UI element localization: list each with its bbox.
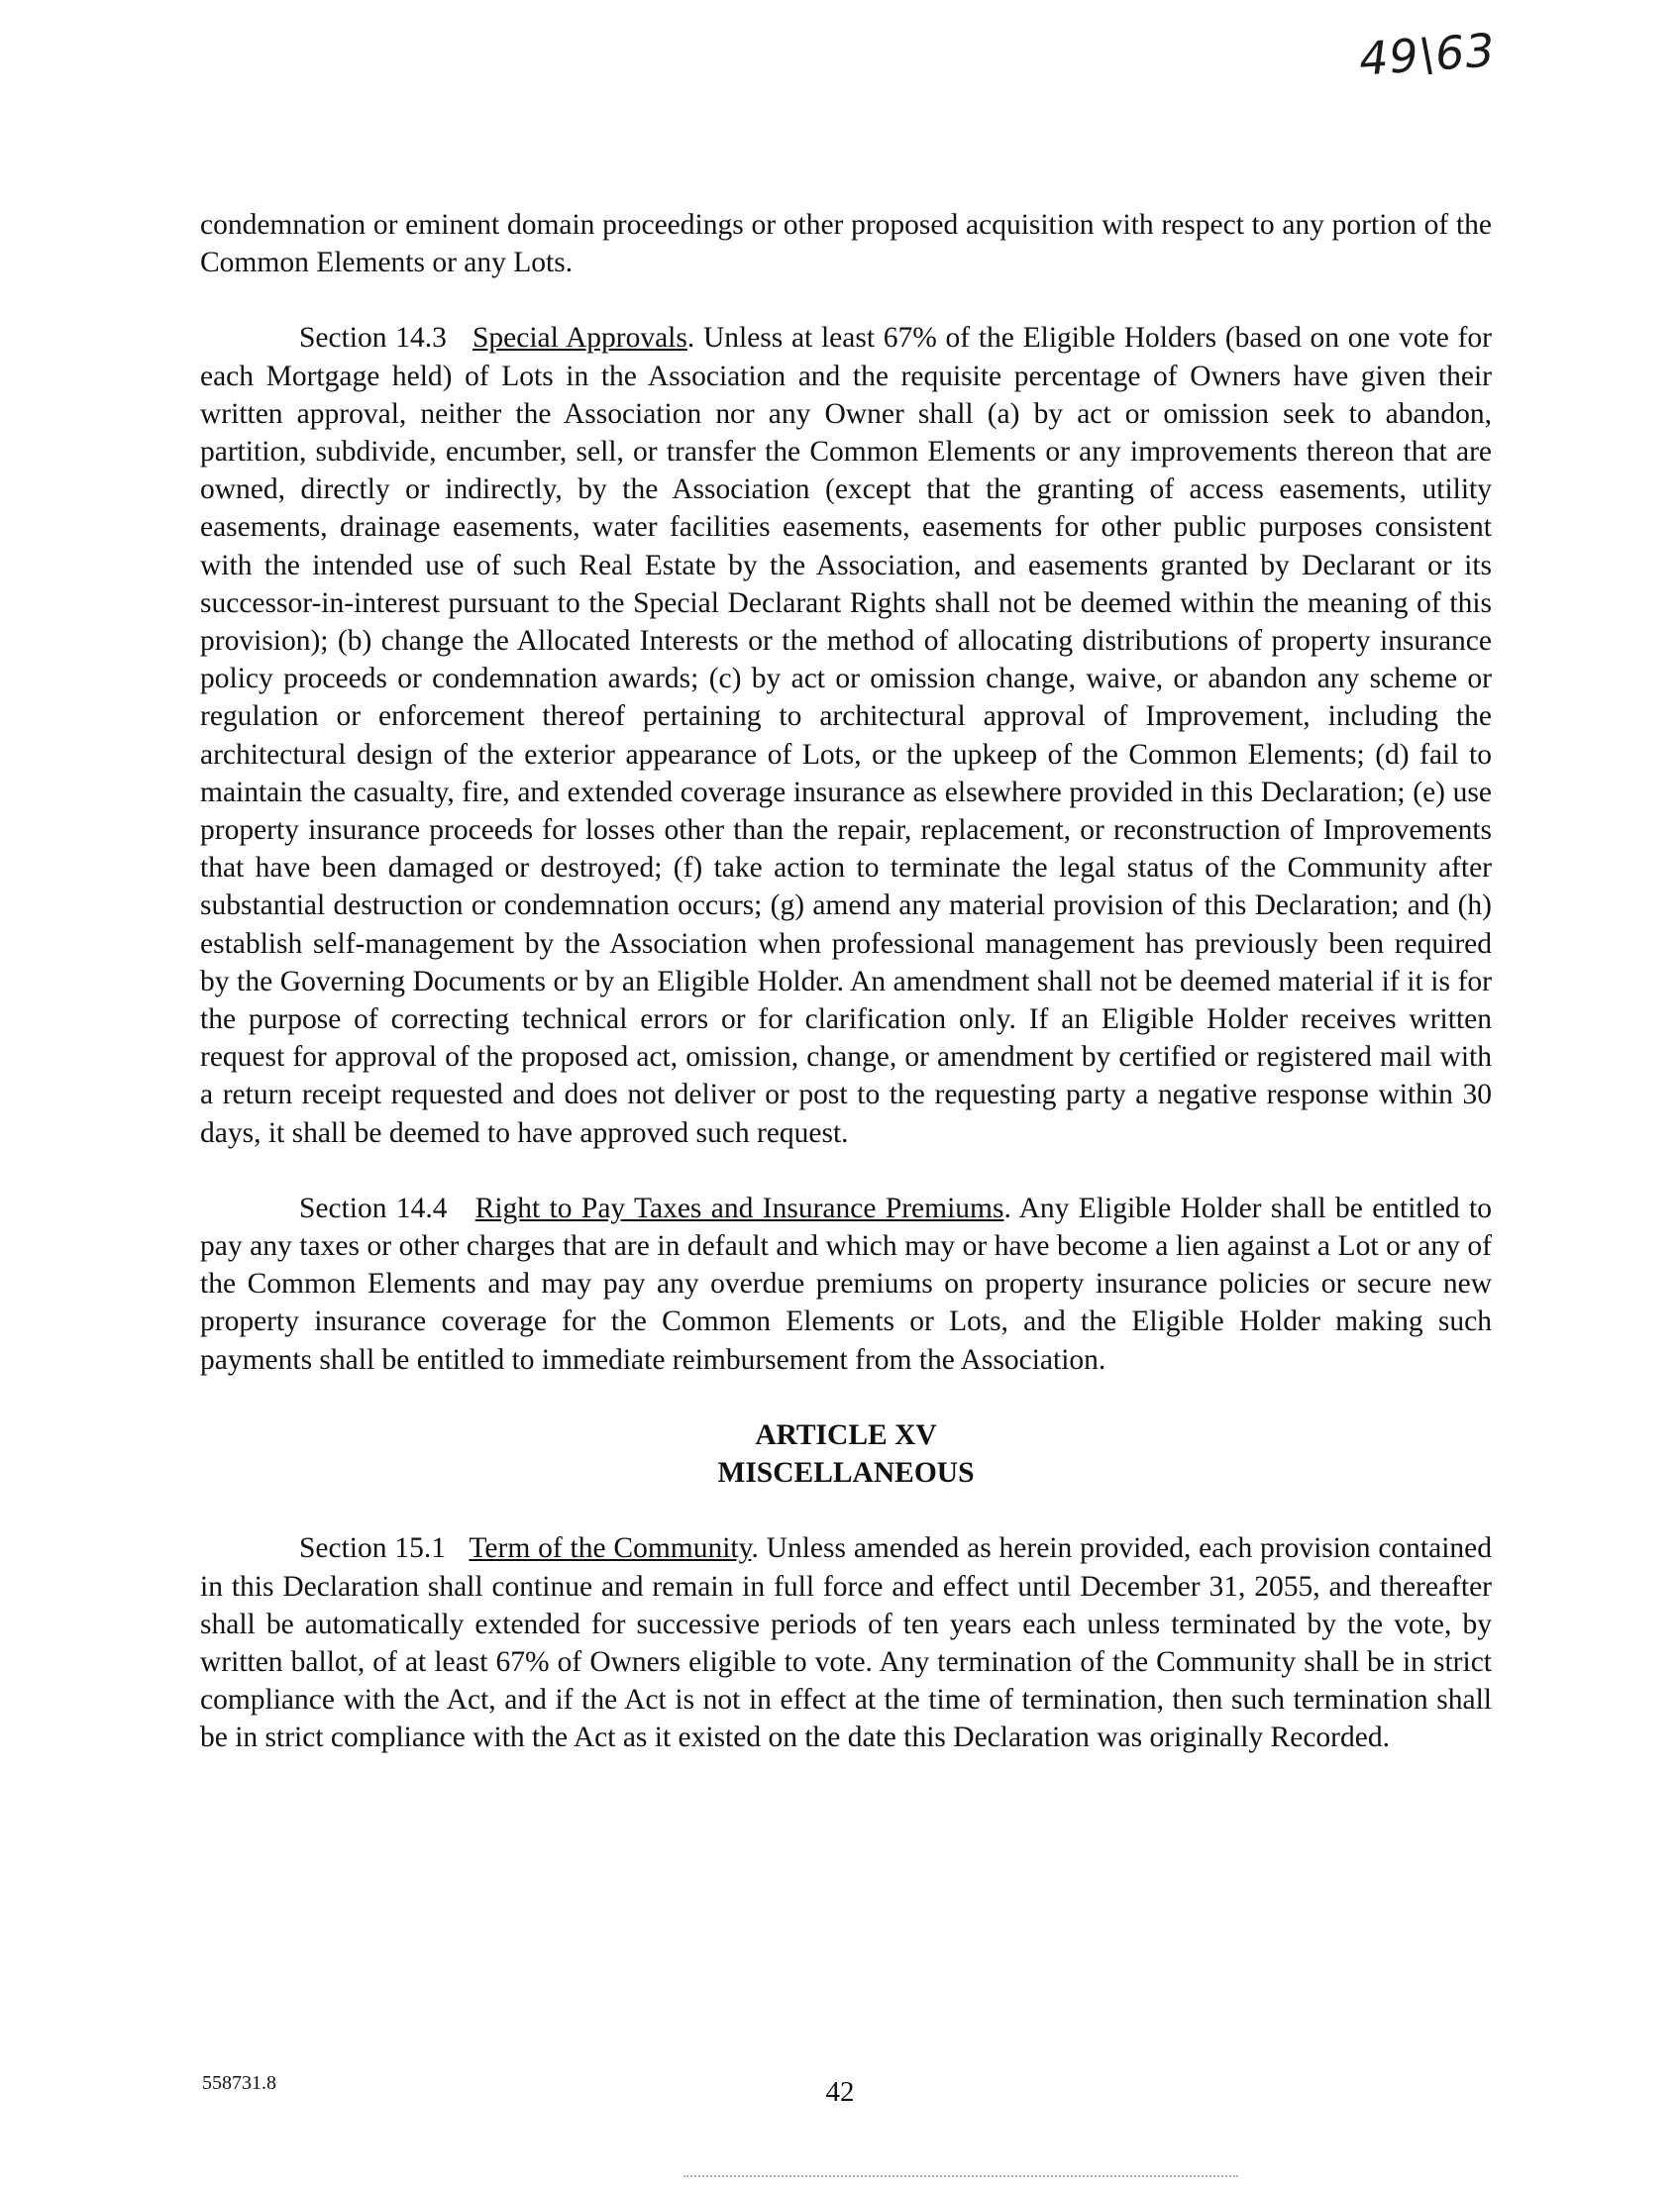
article-title: MISCELLANEOUS <box>717 1457 975 1490</box>
section-number: Section 15.1 <box>299 1532 446 1565</box>
section-text: . Any Eligible Holder shall be entitled to pay any taxes or other charges that are in default and which may or have become a lien against a Lot or any of the Common Elements and may pay any overdue premiums on property insurance policies or secure new property insurance coverage for the Common Elements or Lots, and the Eligible Holder making such payments shall be entitled to immediate reimbursement from the Association. <box>200 1192 1492 1376</box>
document-id: 558731.8 <box>202 2072 276 2094</box>
section-15-1 <box>200 1529 1492 1756</box>
handwritten-page-note: 49\63 <box>1357 23 1498 86</box>
section-14-4 <box>200 1190 1492 1379</box>
document-body <box>200 206 1492 1795</box>
section-title: Term of the Community <box>469 1532 752 1565</box>
scan-artifact-line <box>683 2175 1238 2177</box>
section-text: . Unless amended as herein provided, each provision contained in this Declaration shall continue and remain in full force and effect until December 31, 2055, and thereafter shall be automatically extended for successive periods of ten years each unless terminated by the vote, by written ballot, of at least 67% of Owners eligible to vote. Any termination of the Community shall be in strict compliance with the Act, and if the Act is not in effect at the time of termination, then such termination shall be in strict compliance with the Act as it existed on the date this Declaration was originally Recorded. <box>200 1532 1492 1754</box>
section-title: Right to Pay Taxes and Insurance Premiums <box>474 1192 1004 1224</box>
article-heading <box>200 1416 1492 1492</box>
section-text: . Unless at least 67% of the Eligible Holders (based on one vote for each Mortgage held) of Lots in the Association and the requisite percentage of Owners have given their written approval, neither the Association nor any Owner shall (a) by act or omission seek to abandon, partition, subdivide, encumber, sell, or transfer the Common Elements or any improvements thereon that are owned, directly or indirectly, by the Association (except that the granting of access easements, utility easements, drainage easements, water facilities easements, easements for other public purposes consistent with the intended use of such Real Estate by the Association, and easements granted by Declarant or its successor-in-interest pursuant to the Special Declarant Rights shall not be deemed within the meaning of this provision); (b) change the Allocated Interests or the method of allocating distributions of property insurance policy proceeds or condemnation awards; (c) by act or omission change, waive, or abandon any scheme or regulation or enforcement thereof pertaining to architectural approval of Improvement, including the architectural design of the exterior appearance of Lots, or the upkeep of the Common Elements; (d) fail to maintain the casualty, fire, and extended coverage insurance as elsewhere provided in this Declaration; (e) use property insurance proceeds for losses other than the repair, replacement, or reconstruction of Improvements that have been damaged or destroyed; (f) take action to terminate the legal status of the Community after substantial destruction or condemnation occurs; (g) amend any material provision of this Declaration; and (h) establish self-management by the Association when professional management has previously been required by the Governing Documents or by an Eligible Holder. An amendment shall not be deemed material if it is for the purpose of correcting technical errors or for clarification only. If an Eligible Holder receives written request for approval of the proposed act, omission, change, or amendment by certified or registered mail with a return receipt requested and does not deliver or post to the requesting party a negative response within 30 days, it shall be deemed to have approved such request. <box>200 322 1493 1149</box>
section-number: Section 14.4 <box>299 1192 448 1224</box>
page-number: 42 <box>825 2076 855 2108</box>
section-number: Section 14.3 <box>299 322 447 355</box>
continuation-paragraph: condemnation or eminent domain proceedings or other proposed acquisition with respect to any portion of the Common Elements or any Lots. <box>200 209 1492 279</box>
article-number: ARTICLE XV <box>755 1418 937 1451</box>
section-title: Special Approvals <box>472 322 687 355</box>
section-14-3 <box>200 319 1492 1151</box>
